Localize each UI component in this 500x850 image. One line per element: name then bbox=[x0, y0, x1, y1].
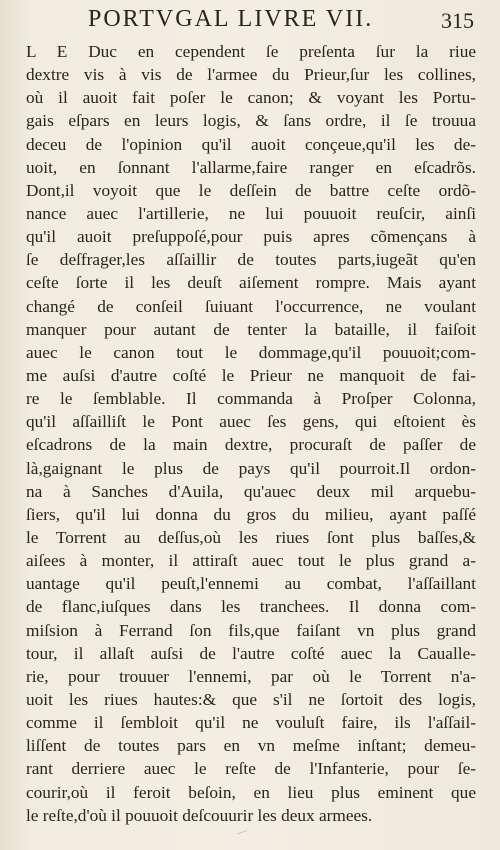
text-line: uoit les riues hautes:& que s'il ne ſortoit des logis, bbox=[26, 689, 476, 709]
text-line: eſcadrons de la main dextre, procuraſt de paſſer de bbox=[26, 435, 476, 455]
text-line: qu'il auoit preſuppoſé,pour puis apres cõmençans à bbox=[26, 227, 476, 247]
text-line: comme il ſembloit qu'il ne vouluſt faire, ils l'aſſail- bbox=[26, 713, 476, 733]
text-line: ſiers, qu'il lui donna du gros du milieu, ayant paſſé bbox=[26, 504, 476, 524]
text-line: ſe deſfrager,les aſſaillir de toutes parts,iugeãt qu'en bbox=[26, 250, 476, 270]
page-number: 315 bbox=[441, 8, 474, 33]
running-title: PORTVGAL LIVRE VII. bbox=[88, 6, 374, 32]
running-head bbox=[88, 6, 474, 36]
text-line: là,gaignant le plus de pays qu'il pourroit.Il ordon- bbox=[26, 458, 476, 478]
text-line: auec le canon tout le dommage,qu'il pouuoit;com- bbox=[26, 342, 476, 362]
text-line: re le ſemblable. Il commanda à Proſper Colonna, bbox=[26, 389, 476, 409]
text-line: où il auoit fait poſer le canon; & voyant les Portu- bbox=[26, 88, 476, 108]
text-line: miſsion à Ferrand ſon fils,que faiſant vn plus grand bbox=[26, 620, 476, 640]
text-line: nance auec l'artillerie, ne lui pouuoit reuſcir, ainſi bbox=[26, 203, 476, 223]
text-line: ceſte ſorte il les deuſt aiſement rompre. Mais ayant bbox=[26, 273, 476, 293]
text-line: uantage qu'il peuſt,l'ennemi au combat, l'aſſaillant bbox=[26, 574, 476, 594]
text-line: le Torrent au deſſus,où les riues ſont plus baſſes,& bbox=[26, 527, 476, 547]
text-line: rant derriere auec le reſte de l'Infanterie, pour ſe- bbox=[26, 759, 476, 779]
text-line: dextre vis à vis de l'armee du Prieur,ſur les collines, bbox=[26, 65, 476, 85]
text-line: courir,où il feroit beſoin, en lieu plus eminent que bbox=[26, 782, 476, 802]
text-line: liſſent de toutes pars en vn meſme inſtant; demeu- bbox=[26, 736, 476, 756]
text-line: uoit, en ſonnant l'allarme,faire ranger en eſcadrõs. bbox=[26, 157, 476, 177]
text-line: na à Sanches d'Auila, qu'auec deux mil arquebu- bbox=[26, 481, 476, 501]
text-line: deceu de l'opinion qu'il auoit conçeue,qu'il les de- bbox=[26, 134, 476, 154]
text-line: me auſsi d'autre coſté le Prieur ne manquoit de fai- bbox=[26, 365, 476, 385]
text-line: manquer pour autant de tenter la bataille, il faiſoit bbox=[26, 319, 476, 339]
text-line: Dont,il voyoit que le deſſein de battre ceſte ordõ- bbox=[26, 180, 476, 200]
paper-mark bbox=[235, 825, 247, 835]
text-line: gais eſpars en leurs logis, & ſans ordre, il ſe trouua bbox=[26, 111, 476, 131]
text-line: qu'il aſſailliſt le Pont auec ſes gens, qui eſtoient ès bbox=[26, 412, 476, 432]
text-line: le reſte,d'où il pouuoit deſcouurir les deux armees. bbox=[26, 805, 373, 825]
text-line: tour, il allaſt auſsi de l'autre coſté auec la Caualle- bbox=[26, 643, 476, 663]
text-line: aiſees à monter, il attiraſt auec tout le plus grand a- bbox=[26, 551, 476, 571]
text-line: L E Duc en cependent ſe preſenta ſur la riue bbox=[26, 42, 476, 61]
body-text bbox=[26, 40, 476, 827]
text-line: changé de conſeil ſuiuant l'occurrence, ne voulant bbox=[26, 296, 476, 316]
text-line: de flanc,iuſques dans les tranchees. Il donna com- bbox=[26, 597, 476, 617]
text-line: rie, pour trouuer l'ennemi, par où le Torrent n'a- bbox=[26, 666, 476, 686]
